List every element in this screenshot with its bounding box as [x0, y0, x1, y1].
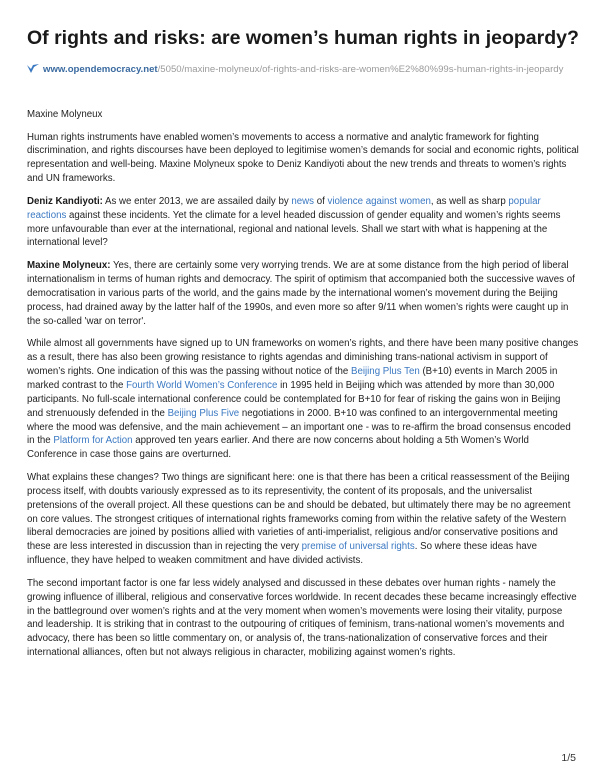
- intro-paragraph: Human rights instruments have enabled women’s movements to access a normative and analytic framework for fighting discrimination, and rights discourses have been deployed to legitimise women’s demands for social and economic rights, political representation and well-being. Maxine Molyneux spoke to Deniz Kandiyoti about the new trends and threats to women’s rights and UN frameworks.: [27, 131, 579, 185]
- platform-for-action-link[interactable]: Platform for Action: [53, 435, 133, 447]
- text-run: against these incidents. Yet the climate for a level headed discussion of gender equality and women’s rights seems more unfavourable than ever at the international, regional and national levels. Shall we start with what is happening at the international level?: [27, 209, 561, 249]
- speaker-name: Maxine Molyneux:: [27, 259, 111, 271]
- text-run: While almost all governments have signed up to UN frameworks on women’s rights, and there have been many positive changes as a result, there has also been growing resistance to rights agendas and diminishing trans-national activism in support of women’s rights. One indication of this was the passing without notice of the: [27, 338, 579, 377]
- text-run: of: [314, 195, 328, 207]
- fourth-world-womens-conference-link[interactable]: Fourth World Women’s Conference: [126, 379, 278, 391]
- source-line: [27, 63, 575, 78]
- text-run: negotiations in 2000. B+10 was confined to an intergovernmental meeting where the mood was defensive, and the main achievement – an important one - was to re-affirm the broad consensus encoded in the: [27, 407, 571, 447]
- bird-logo-icon: [27, 63, 39, 78]
- speaker-name: Deniz Kandiyoti:: [27, 195, 103, 207]
- source-domain-link[interactable]: www.opendemocracy.net: [43, 64, 158, 75]
- source-path: /5050/maxine-molyneux/of-rights-and-risks-are-women%E2%80%99s-human-rights-in-jeopardy: [157, 64, 564, 75]
- text-run: (B+10) events in March 2005 in marked contrast to the: [27, 365, 558, 391]
- page-number: 1/5: [561, 752, 576, 764]
- violence-against-women-link[interactable]: violence against women: [327, 195, 431, 207]
- body-paragraph: [27, 471, 579, 568]
- premise-of-universal-rights-link[interactable]: premise of universal rights: [301, 541, 415, 553]
- popular-reactions-link[interactable]: popular reactions: [27, 195, 541, 221]
- text-run: . So where these ideas have influence, they have helped to weaken commitment and have divided activists.: [27, 541, 537, 567]
- page-title: Of rights and risks: are women’s human rights in jeopardy?: [27, 27, 579, 49]
- beijing-plus-five-link[interactable]: Beijing Plus Five: [167, 407, 240, 419]
- text-run: , as well as sharp: [430, 195, 509, 207]
- author-byline: Maxine Molyneux: [27, 109, 103, 120]
- question-paragraph: [27, 195, 579, 251]
- body-paragraph: [27, 337, 579, 462]
- beijing-plus-ten-link[interactable]: Beijing Plus Ten: [351, 365, 420, 377]
- text-run: Yes, there are certainly some very worrying trends. We are at some distance from the high period of liberal internationalism in terms of human rights and democracy. The spirit of optimism that accompanied both the successive waves of democratisation in various parts of the world, and the gains made by the international women’s movement during the Beijing process, had drained away by the latter half of the 1990s, and even more so after 9/11 when women’s rights were caught up in the so-called 'war on terror'.: [27, 259, 575, 327]
- text-run: What explains these changes? Two things are significant here: one is that there has been a critical reassessment of the Beijing process itself, with doubts variously expressed as to its representivity, the content of its proposals, and the universalist pretensions of the overall project. All these questions can be and should be debated, but ultimately there may be no agreement on core values. The strongest critiques of international rights frameworks coming from within the relative safety of the Western liberal democracies are joined by positions allied with varieties of anti-imperialist, religious and/or conservative positions and these are less interested in discussion than in rejecting the very: [27, 471, 571, 553]
- body-paragraph: The second important factor is one far less widely analysed and discussed in these debates over human rights - namely the growing influence of illiberal, religious and conservative forces worldwide. In recent decades these became increasingly effective in the battleground over women’s rights and at the very moment when women’s movements were losing their vitality, purpose and leadership. It is striking that in contrast to the outpouring of critiques of feminism, trans-national women’s movements and advocacy, there has been so little commentary on, or analysis of, the trans-nationalization of conservative forces and their international alliances, often but not always religious in character, mobilizing against women’s rights.: [27, 577, 577, 659]
- text-run: approved ten years earlier. And there are now concerns about holding a 5th Women’s World Conference in case those gains are overturned.: [27, 435, 529, 461]
- answer-paragraph: [27, 259, 579, 329]
- news-link[interactable]: news: [291, 195, 314, 207]
- text-run: As we enter 2013, we are assailed daily by: [102, 195, 292, 207]
- article-body: [27, 108, 579, 669]
- text-run: in 1995 held in Beijing which was attended by more than 30,000 participants. No full-scale international conference could be contemplated for B+10 for fear of risking the gains won in Beijing and strenuously defended in the: [27, 379, 561, 419]
